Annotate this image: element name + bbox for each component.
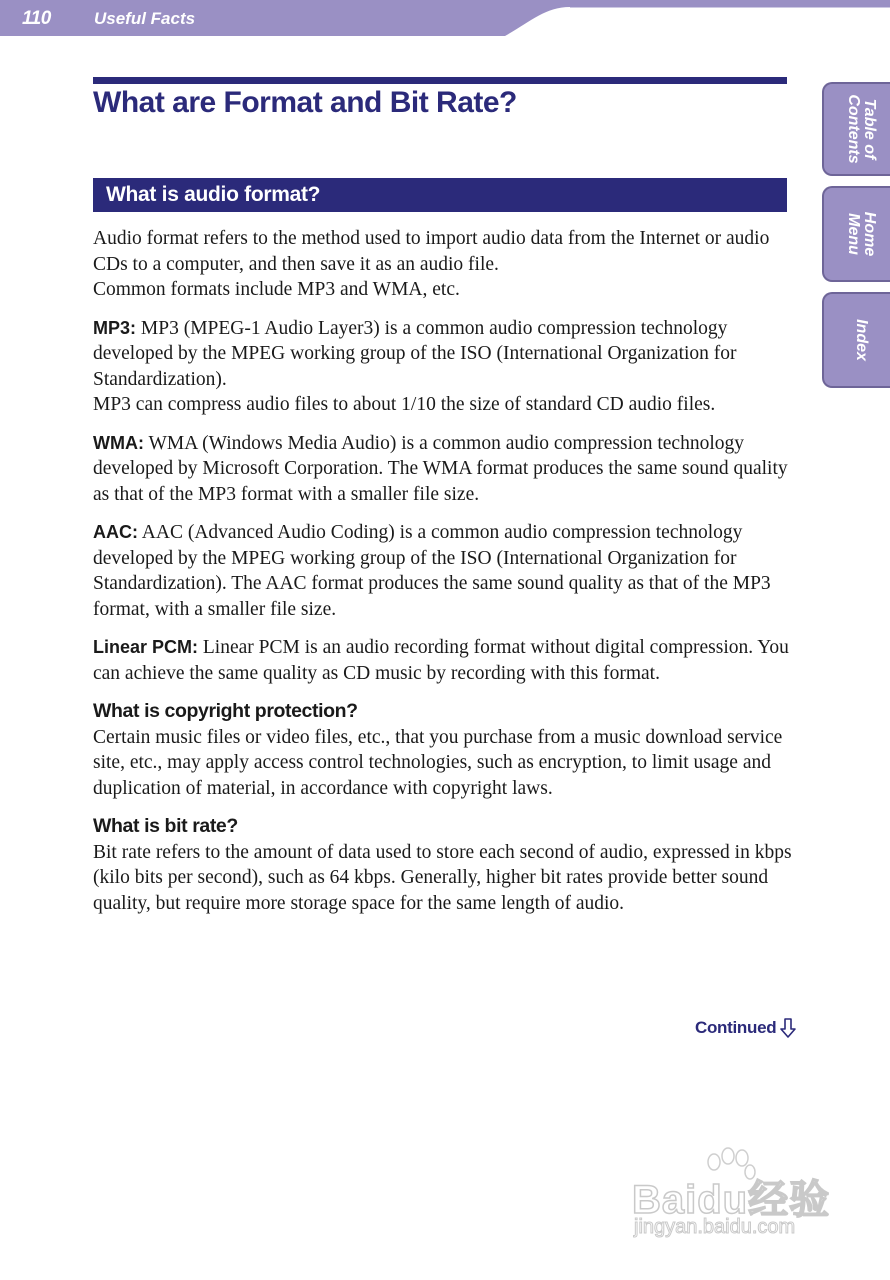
- section-heading-bar: [93, 178, 787, 212]
- mp3-text: MP3 (MPEG-1 Audio Layer3) is a common audio compression technology developed by the MPEG working group of the ISO (International Organization for Standardization).: [93, 317, 737, 390]
- tab-index[interactable]: [822, 292, 890, 388]
- continued-label: Continued: [695, 1018, 777, 1037]
- wma-text: WMA (Windows Media Audio) is a common audio compression technology developed by Microsoft Corporation. The WMA format produces the same sound quality as that of the MP3 format with a smaller file size.: [93, 432, 788, 505]
- body-text: [93, 226, 793, 916]
- wma-paragraph: [93, 431, 793, 508]
- copyright-paragraph: Certain music files or video files, etc., that you purchase from a music download service site, etc., may apply access control technologies, such as encryption, to limit usage and duplication of material, in accordance with copyright laws.: [93, 726, 783, 799]
- intro-text-1: Audio format refers to the method used to import audio data from the Internet or audio CDs to a computer, and then save it as an audio file.: [93, 228, 770, 275]
- mp3-text-2: MP3 can compress audio files to about 1/10 the size of standard CD audio files.: [93, 394, 716, 415]
- watermark: [632, 1150, 842, 1250]
- mp3-term: MP3:: [93, 317, 137, 338]
- watermark-logo: Baidu经验: [632, 1178, 831, 1222]
- page-number: 110: [22, 8, 51, 29]
- header-band: [0, 0, 890, 36]
- aac-term: AAC:: [93, 522, 138, 542]
- arrow-down-icon: [780, 1018, 796, 1038]
- continued-link[interactable]: [695, 1018, 796, 1038]
- page-title: What are Format and Bit Rate?: [93, 86, 517, 119]
- wma-term: WMA:: [93, 432, 144, 453]
- aac-text: AAC (Advanced Audio Coding) is a common audio compression technology developed by the MPEG working group of the ISO (International Organization for Standardization). The AAC format produces the same sound quality as that of the MP3 format, with a smaller file size.: [93, 522, 771, 620]
- tab-table-of-contents-label: Table of Contents: [845, 94, 878, 164]
- intro-paragraph: [93, 226, 793, 303]
- tab-home-menu-label: Home Menu: [845, 211, 878, 257]
- intro-text-2: Common formats include MP3 and WMA, etc.: [93, 279, 460, 300]
- header-section-name: Useful Facts: [94, 9, 196, 28]
- tab-index-label: Index: [853, 319, 870, 361]
- watermark-url: jingyan.baidu.com: [634, 1216, 796, 1238]
- bitrate-paragraph: Bit rate refers to the amount of data used to store each second of audio, expressed in kbps (kilo bits per second), such as 64 kbps. Generally, higher bit rates provide better sound quality, but require more storage space for the same length of audio.: [93, 841, 792, 914]
- mp3-paragraph: [93, 316, 793, 418]
- pcm-text: Linear PCM is an audio recording format without digital compression. You can achieve the same quality as CD music by recording with this format.: [93, 637, 789, 684]
- title-rule: [93, 77, 787, 84]
- section-heading: What is audio format?: [106, 183, 321, 206]
- copyright-heading: What is copyright protection?: [93, 700, 358, 722]
- tab-home-menu[interactable]: [822, 186, 890, 282]
- pcm-paragraph: [93, 635, 793, 686]
- bitrate-heading: What is bit rate?: [93, 815, 238, 837]
- aac-paragraph: [93, 520, 793, 622]
- tab-table-of-contents[interactable]: [822, 82, 890, 176]
- pcm-term: Linear PCM:: [93, 637, 199, 657]
